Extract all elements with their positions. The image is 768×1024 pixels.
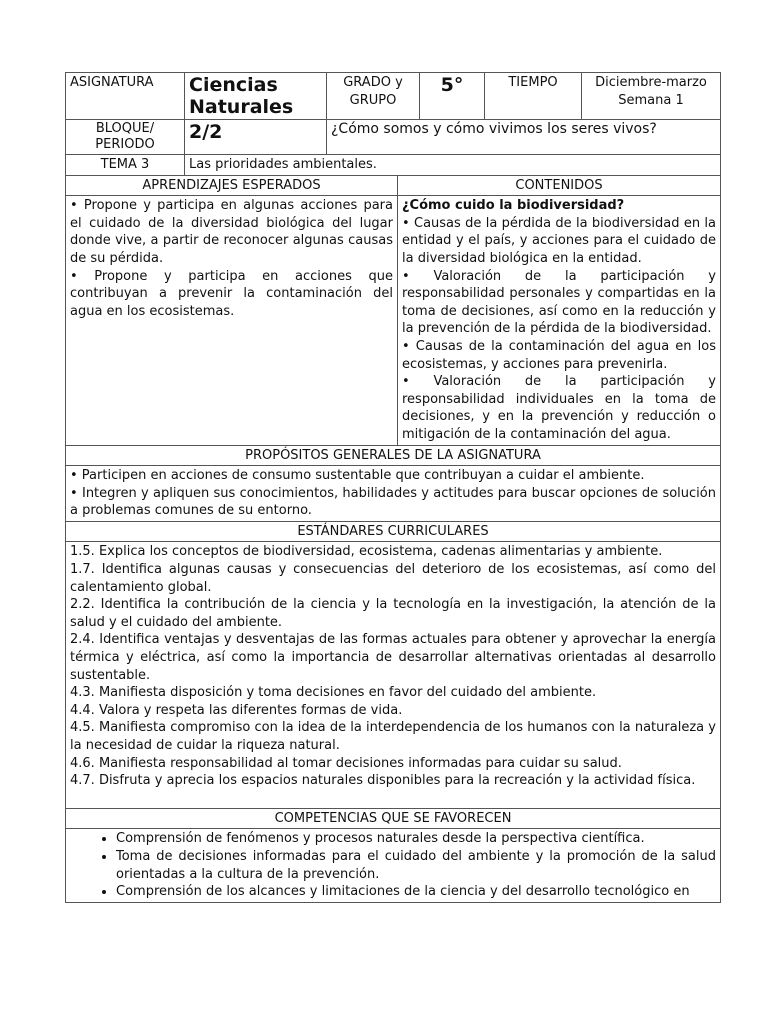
estandar-item: 4.3. Manifiesta disposición y toma decisiones en favor del cuidado del ambiente.: [70, 685, 597, 701]
competencias-heading: COMPETENCIAS QUE SE FAVORECEN: [66, 808, 721, 829]
contenido-item: • Valoración de la participación y responsabilidad personales y compartidas en la toma de decisiones, así como en la reducción y la prevención de la pérdida de la biodiversidad.: [402, 268, 716, 337]
competencia-item: • Toma de decisiones informadas para el cuidado del ambiente y la promoción de la salud orientadas a la cultura de la prevención.: [116, 848, 716, 883]
proposito-item: • Participen en acciones de consumo sustentable que contribuyan a cuidar el ambiente.: [70, 468, 645, 484]
estandar-item: 4.7. Disfruta y aprecia los espacios naturales disponibles para la recreación y la actividad física.: [70, 773, 696, 789]
propositos-cell: [66, 466, 721, 522]
competencias-list: [70, 830, 716, 900]
asignatura-label: ASIGNATURA: [66, 73, 185, 120]
contenidos-heading: CONTENIDOS: [398, 175, 721, 196]
header-row: [66, 73, 721, 120]
propositos-row: [66, 466, 721, 522]
bloque-value: 2/2: [185, 120, 327, 155]
contenido-item: • Causas de la pérdida de la biodiversidad en la entidad y el país, y acciones para el cuidado de la diversidad biológica en la entidad.: [402, 215, 716, 266]
aprendizajes-contenidos-heading-row: [66, 175, 721, 196]
contenidos-cell: [398, 196, 721, 445]
tema-row: [66, 155, 721, 176]
aprendizajes-heading: APRENDIZAJES ESPERADOS: [66, 175, 398, 196]
estandar-item: 2.2. Identifica la contribución de la ciencia y la tecnología en la investigación, la atención de la salud y el cuidado del ambiente.: [70, 597, 716, 630]
proposito-item: • Integren y apliquen sus conocimientos, habilidades y actitudes para buscar opciones de solución a problemas comunes de su entorno.: [70, 485, 716, 519]
tiempo-value: Diciembre-marzo Semana 1: [582, 73, 721, 120]
lesson-plan-page: [65, 72, 720, 903]
estandar-item: 4.6. Manifiesta responsabilidad al tomar decisiones informadas para cuidar su salud.: [70, 755, 622, 771]
estandares-row: [66, 542, 721, 808]
aprendizaje-item: • Propone y participa en acciones que contribuyan a prevenir la contaminación del agua en los ecosistemas.: [70, 268, 393, 319]
estandar-item: 1.5. Explica los conceptos de biodiversidad, ecosistema, cadenas alimentarias y ambiente.: [70, 544, 663, 560]
asignatura-value: Ciencias Naturales: [185, 73, 327, 120]
propositos-heading: PROPÓSITOS GENERALES DE LA ASIGNATURA: [66, 445, 721, 466]
tiempo-label: TIEMPO: [485, 73, 582, 120]
competencia-item: • Comprensión de fenómenos y procesos naturales desde la perspectiva científica.: [116, 830, 716, 848]
estandar-item: 4.5. Manifiesta compromiso con la idea de la interdependencia de los humanos con la naturaleza y la necesidad de cuidar la riqueza natural.: [70, 720, 716, 753]
propositos-heading-row: [66, 445, 721, 466]
grado-label: GRADO y GRUPO: [327, 73, 420, 120]
competencias-row: [66, 829, 721, 902]
grado-value: 5°: [420, 73, 485, 120]
bloque-title: ¿Cómo somos y cómo vivimos los seres vivos?: [327, 120, 721, 155]
aprendizajes-cell: [66, 196, 398, 445]
tema-value: Las prioridades ambientales.: [185, 155, 721, 176]
estandares-cell: [66, 542, 721, 808]
estandares-heading: ESTÁNDARES CURRICULARES: [66, 521, 721, 542]
estandar-item: 1.7. Identifica algunas causas y consecuencias del deterioro de los ecosistemas, así como del calentamiento global.: [70, 562, 716, 595]
contenido-item: • Valoración de la participación y responsabilidad individuales en la toma de decisiones, y en la prevención y reducción o mitigación de la contaminación del agua.: [402, 374, 716, 442]
aprendizajes-contenidos-row: [66, 196, 721, 445]
competencias-heading-row: [66, 808, 721, 829]
estandar-item: 4.4. Valora y respeta las diferentes formas de vida.: [70, 702, 403, 718]
competencia-item: • Comprensión de los alcances y limitaciones de la ciencia y del desarrollo tecnológico en: [116, 883, 716, 901]
tema-label: TEMA 3: [66, 155, 185, 176]
aprendizaje-item: • Propone y participa en algunas acciones para el cuidado de la diversidad biológica del lugar donde vive, a partir de reconocer algunas causas de su pérdida.: [70, 198, 393, 266]
bloque-label: BLOQUE/ PERIODO: [66, 120, 185, 155]
estandar-item: 2.4. Identifica ventajas y desventajas de las formas actuales para obtener y aprovechar la energía térmica y eléctrica, así como la importancia de desarrollar alternativas orientadas al desarrollo sustentable.: [70, 632, 716, 683]
competencias-cell: [66, 829, 721, 902]
bloque-row: [66, 120, 721, 155]
lesson-plan-table: [65, 72, 721, 903]
contenidos-subtitle: ¿Cómo cuido la biodiversidad?: [402, 198, 625, 214]
contenido-item: • Causas de la contaminación del agua en los ecosistemas, y acciones para prevenirla.: [402, 338, 716, 372]
estandares-heading-row: [66, 521, 721, 542]
